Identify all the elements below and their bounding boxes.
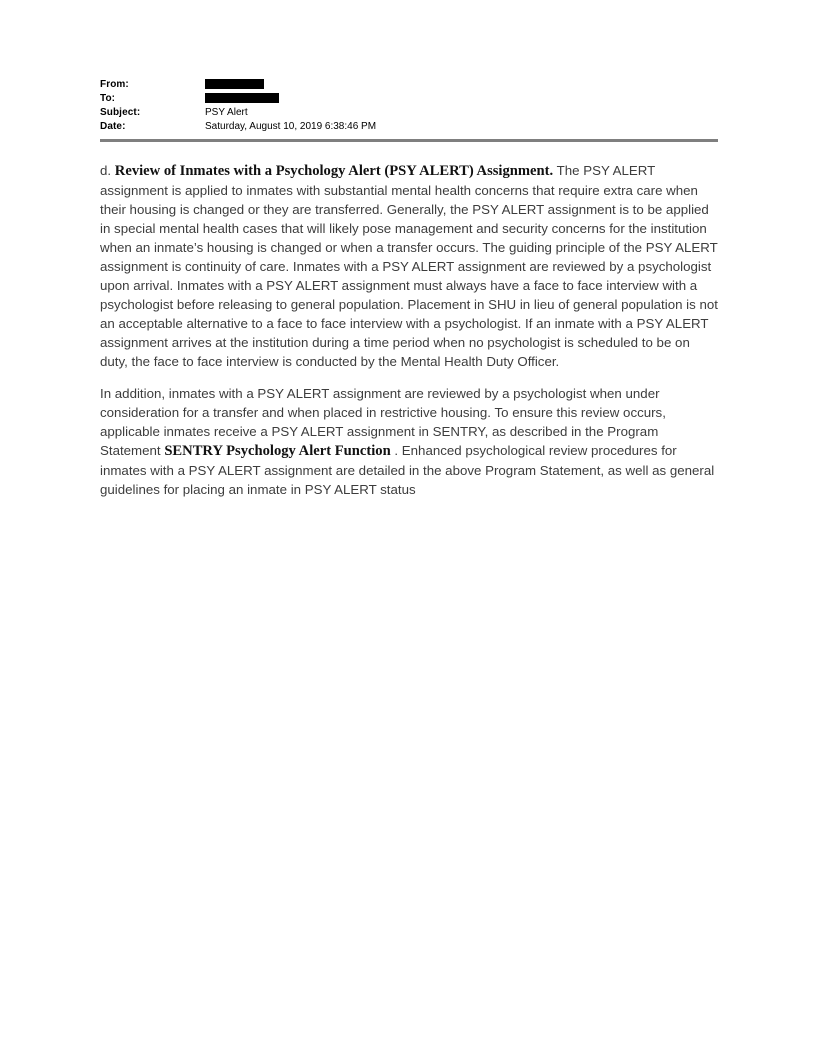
to-redaction-bar xyxy=(205,93,279,103)
subject-value: PSY Alert xyxy=(205,106,248,118)
header-field-from xyxy=(100,77,720,91)
document-body xyxy=(100,161,720,499)
subject-label: Subject: xyxy=(100,106,141,118)
header-field-subject xyxy=(100,105,720,119)
date-label: Date: xyxy=(100,120,126,132)
paragraph1-text: The PSY ALERT assignment is applied to inmates with substantial mental health concerns that require extra care when their housing is changed or they are transferred. Generally, the PSY ALERT assignment is to be applied in special mental health cases that will likely pose management and security concerns for the institution when an inmate’s housing is changed or when a transfer occurs. The guiding principle of the PSY ALERT assignment is continuity of care. Inmates with a PSY ALERT assignment are reviewed by a psychologist upon arrival. Inmates with a PSY ALERT assignment must always have a face to face interview with a psychologist before releasing to general population. Placement in SHU in lieu of general population is not an acceptable alternative to a face to face interview with a psychologist. If an inmate with a PSY ALERT assignment arrives at the institution during a time period when no psychologist is scheduled to be on duty, the face to face interview is conducted by the Mental Health Duty Officer. xyxy=(100,163,718,369)
paragraph2-text-after: . Enhanced psychological review procedures for inmates with a PSY ALERT assignment are detailed in the above Program Statement, as well as general guidelines for placing an inmate in PSY ALERT status xyxy=(100,443,715,497)
to-label: To: xyxy=(100,92,116,104)
paragraph1-bold-heading: Review of Inmates with a Psychology Alert (PSY ALERT) Assignment. xyxy=(114,163,554,179)
paragraph2-text-before: In addition, inmates with a PSY ALERT assignment are reviewed by a psychologist when under consideration for a transfer and when placed in restrictive housing. To ensure this review occurs, applicable inmates receive a PSY ALERT assignment in SENTRY, as described in the Program Statement xyxy=(100,386,666,458)
email-header xyxy=(100,77,720,133)
from-label: From: xyxy=(100,78,129,90)
date-value: Saturday, August 10, 2019 6:38:46 PM xyxy=(205,120,377,132)
paragraph-psy-alert-review xyxy=(100,161,720,371)
header-field-to xyxy=(100,91,720,105)
paragraph2-bold-title: SENTRY Psychology Alert Function xyxy=(164,443,391,459)
header-field-date xyxy=(100,119,720,133)
paragraph-sentry-function xyxy=(100,384,720,499)
from-redaction-bar xyxy=(205,79,264,89)
paragraph1-lead: d. xyxy=(100,163,115,178)
header-divider-rule xyxy=(100,139,718,142)
